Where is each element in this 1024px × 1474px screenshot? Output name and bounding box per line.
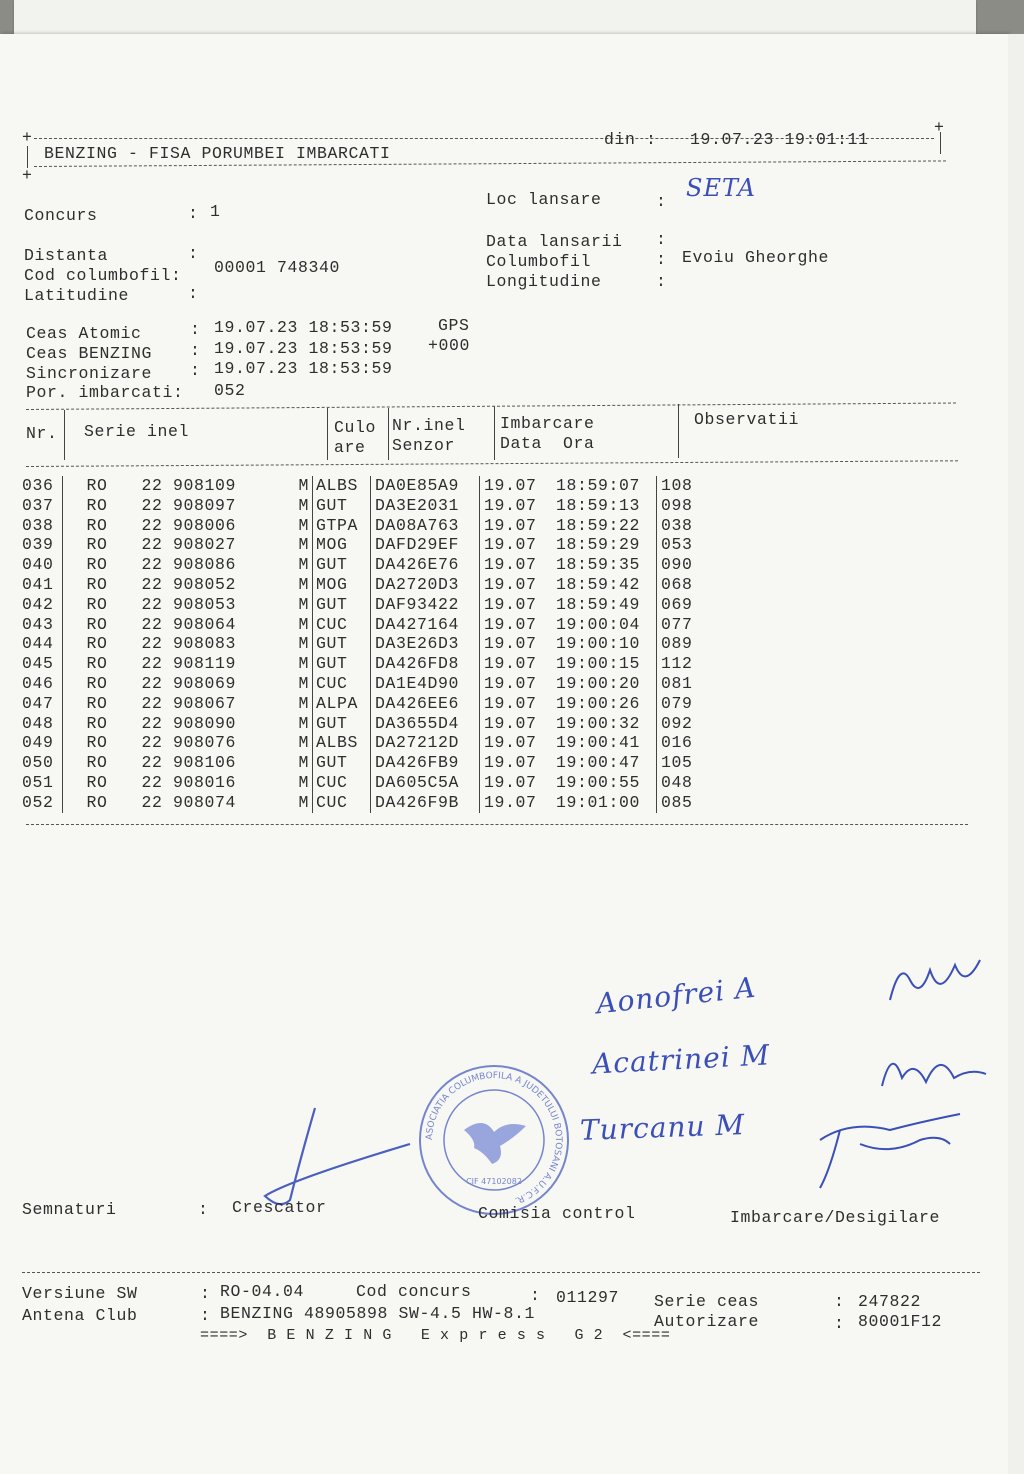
header-right-bar (940, 132, 941, 154)
row-country: RO (86, 634, 108, 654)
row-color: GUT (313, 654, 371, 674)
row-color: GUT (313, 753, 371, 773)
row-color: GUT (313, 714, 371, 734)
table-row (22, 694, 693, 714)
row-nr: 038 (22, 516, 63, 536)
hdr-sep-5 (678, 404, 679, 458)
table-row (22, 575, 693, 595)
row-sex: M (269, 694, 313, 714)
col-header-nr: Nr. (26, 424, 58, 443)
ceas-benzing-value: 19.07.23 18:53:59 (214, 339, 393, 358)
row-time: 19:00:15 (556, 654, 657, 674)
row-ring-number: 908106 (173, 753, 237, 773)
table-row (22, 516, 693, 536)
row-nr: 052 (22, 793, 63, 813)
hdr-sep-2 (327, 408, 328, 460)
header-corner-bl: + (22, 166, 33, 185)
concurs-colon: : (188, 204, 199, 223)
row-year: 22 (141, 476, 163, 495)
row-year: 22 (141, 574, 163, 594)
ceas-atomic-value: 19.07.23 18:53:59 (214, 318, 393, 337)
row-country: RO (86, 792, 108, 812)
row-sex: M (269, 714, 313, 734)
longitudine-colon: : (656, 272, 667, 291)
header-corner-tr: + (934, 118, 945, 137)
benzing-express-banner: ====> B E N Z I N G E x p r e s s G 2 <==== (200, 1327, 671, 1344)
row-country: RO (86, 515, 108, 535)
columbofil-value: Evoiu Gheorghe (682, 248, 830, 267)
row-sex: M (269, 733, 313, 753)
porumbei-imbarcati-label: Por. imbarcati: (26, 383, 184, 402)
col-header-observatii: Observatii (694, 410, 800, 429)
row-year: 22 (141, 515, 163, 535)
col-header-culoare-2: are (334, 438, 366, 457)
row-date: 19.07 (484, 693, 537, 713)
row-ring-number: 908052 (173, 574, 237, 594)
serie-ceas-label: Serie ceas (654, 1292, 760, 1311)
row-sex: M (269, 654, 313, 674)
row-year: 22 (141, 753, 163, 773)
row-observatii: 081 (661, 673, 693, 693)
row-sex: M (269, 575, 313, 595)
col-header-serie: Serie inel (84, 422, 190, 441)
loc-lansare-colon: : (656, 192, 667, 211)
sincronizare-label: Sincronizare (26, 364, 153, 383)
data-lansarii-colon: : (656, 230, 667, 249)
stamp-ring-text: ASOCIATIA COLUMBOFILA A JUDETULUI BOTOSANI A.U.F.C.R. (424, 1070, 564, 1206)
row-observatii: 085 (661, 792, 693, 812)
row-year: 22 (141, 495, 163, 515)
loc-lansare-label: Loc lansare (486, 190, 602, 209)
row-date: 19.07 (484, 733, 537, 753)
row-ring-number: 908109 (173, 476, 237, 495)
row-time: 19:00:41 (556, 733, 657, 753)
stamp-inner-text: CIF 47102082 (466, 1177, 522, 1186)
row-ring-number: 908119 (173, 654, 237, 674)
semnaturi-label: Semnaturi (22, 1200, 117, 1219)
club-stamp (414, 1060, 574, 1220)
ceas-benzing-offset: +000 (428, 336, 471, 355)
row-color: GUT (313, 496, 371, 516)
row-date: 19.07 (484, 574, 537, 594)
latitudine-colon: : (188, 284, 199, 303)
sincronizare-value: 19.07.23 18:53:59 (214, 359, 393, 378)
row-sensor: DA3655D4 (371, 714, 480, 734)
cod-concurs-colon: : (530, 1286, 541, 1305)
row-ring-number: 908076 (173, 733, 237, 753)
row-year: 22 (141, 772, 163, 792)
ceas-atomic-label: Ceas Atomic (26, 324, 142, 343)
table-row (22, 535, 693, 555)
row-sensor: DA3E26D3 (371, 634, 480, 654)
autorizare-label: Autorizare (654, 1312, 760, 1331)
row-nr: 042 (22, 595, 63, 615)
handwritten-name-1: Aonofrei A (594, 970, 758, 1021)
row-sensor: DA1E4D90 (371, 674, 480, 694)
row-country: RO (86, 495, 108, 515)
row-country: RO (86, 654, 108, 674)
crescator-label: Crescator (232, 1198, 327, 1217)
row-color: GUT (313, 595, 371, 615)
row-color: ALPA (313, 694, 371, 714)
distanta-label: Distanta (24, 246, 109, 265)
cod-columbofil-value: 00001 748340 (214, 258, 341, 277)
cod-concurs-value: 011297 (556, 1288, 620, 1307)
autorizare-colon: : (834, 1314, 845, 1333)
autorizare-value: 80001F12 (858, 1312, 943, 1331)
row-year: 22 (141, 792, 163, 812)
row-observatii: 089 (661, 634, 693, 654)
table-row (22, 595, 693, 615)
table-row (22, 733, 693, 753)
row-nr: 037 (22, 496, 63, 516)
row-color: MOG (313, 535, 371, 555)
table-row (22, 634, 693, 654)
row-time: 19:00:55 (556, 773, 657, 793)
loc-lansare-value-handwritten: SETA (686, 174, 756, 202)
row-observatii: 077 (661, 614, 693, 634)
hdr-sep-4 (494, 406, 495, 460)
din-label: din : (604, 130, 657, 149)
row-time: 18:59:07 (556, 476, 657, 496)
row-country: RO (86, 733, 108, 753)
antena-club-colon: : (200, 1306, 211, 1325)
comisia-control-label: Comisia control (478, 1204, 636, 1223)
row-observatii: 105 (661, 753, 693, 773)
row-sensor: DA3E2031 (371, 496, 480, 516)
ceas-benzing-colon: : (190, 341, 201, 360)
data-lansarii-label: Data lansarii (486, 232, 623, 251)
pigeons-table (22, 476, 693, 813)
row-ring-number: 908097 (173, 495, 237, 515)
distanta-colon: : (188, 244, 199, 263)
row-ring-number: 908027 (173, 535, 237, 555)
row-year: 22 (141, 535, 163, 555)
columbofil-colon: : (656, 250, 667, 269)
row-time: 19:01:00 (556, 793, 657, 813)
row-ring-number: 908086 (173, 555, 237, 575)
row-date: 19.07 (484, 753, 537, 773)
table-row (22, 753, 693, 773)
row-color: MOG (313, 575, 371, 595)
row-nr: 044 (22, 634, 63, 654)
row-observatii: 112 (661, 654, 693, 674)
hdr-sep-1 (64, 410, 65, 460)
row-date: 19.07 (484, 713, 537, 733)
table-bottom-rule (26, 824, 968, 825)
din-timestamp: 19.07.23 19:01:11 (690, 130, 869, 149)
row-date: 19.07 (484, 673, 537, 693)
row-color: GUT (313, 555, 371, 575)
table-row (22, 555, 693, 575)
row-sensor: DA0E85A9 (371, 476, 480, 496)
row-observatii: 016 (661, 733, 693, 753)
handwritten-name-2: Acatrinei M (591, 1038, 772, 1081)
serie-ceas-colon: : (834, 1292, 845, 1311)
row-sensor: DA426EE6 (371, 694, 480, 714)
row-ring-number: 908074 (173, 792, 237, 812)
row-color: ALBS (313, 476, 371, 496)
sincronizare-colon: : (190, 361, 201, 380)
row-sensor: DA426F9B (371, 793, 480, 813)
row-sex: M (269, 476, 313, 496)
hdr-sep-3 (388, 408, 389, 460)
row-ring-number: 908083 (173, 634, 237, 654)
row-sex: M (269, 773, 313, 793)
row-nr: 039 (22, 535, 63, 555)
row-sex: M (269, 516, 313, 536)
row-sensor: DA2720D3 (371, 575, 480, 595)
row-country: RO (86, 753, 108, 773)
row-country: RO (86, 713, 108, 733)
concurs-label: Concurs (24, 206, 98, 225)
row-date: 19.07 (484, 772, 537, 792)
row-sensor: DA426FB9 (371, 753, 480, 773)
row-time: 18:59:35 (556, 555, 657, 575)
row-color: GTPA (313, 516, 371, 536)
row-nr: 049 (22, 733, 63, 753)
table-row (22, 773, 693, 793)
row-color: ALBS (313, 733, 371, 753)
row-ring-number: 908053 (173, 594, 237, 614)
table-row (22, 476, 693, 496)
row-year: 22 (141, 713, 163, 733)
row-date: 19.07 (484, 555, 537, 575)
row-observatii: 079 (661, 693, 693, 713)
row-nr: 041 (22, 575, 63, 595)
row-nr: 050 (22, 753, 63, 773)
row-sensor: DA426FD8 (371, 654, 480, 674)
commission-signature-2 (874, 1038, 994, 1098)
table-row (22, 714, 693, 734)
columbofil-label: Columbofil (486, 252, 592, 271)
row-observatii: 038 (661, 515, 693, 535)
row-year: 22 (141, 555, 163, 575)
row-observatii: 053 (661, 535, 693, 555)
row-sensor: DA08A763 (371, 516, 480, 536)
imbarcare-desigilare-label: Imbarcare/Desigilare (730, 1208, 941, 1227)
row-date: 19.07 (484, 515, 537, 535)
row-sex: M (269, 595, 313, 615)
row-country: RO (86, 555, 108, 575)
porumbei-imbarcati-value: 052 (214, 381, 246, 400)
row-ring-number: 908090 (173, 713, 237, 733)
row-time: 19:00:47 (556, 753, 657, 773)
ceas-benzing-label: Ceas BENZING (26, 344, 153, 363)
row-sensor: DAFD29EF (371, 535, 480, 555)
row-ring-number: 908069 (173, 673, 237, 693)
versiune-sw-colon: : (200, 1284, 211, 1303)
cod-concurs-label: Cod concurs (356, 1282, 472, 1301)
row-country: RO (86, 673, 108, 693)
row-date: 19.07 (484, 792, 537, 812)
row-color: GUT (313, 634, 371, 654)
row-country: RO (86, 772, 108, 792)
row-date: 19.07 (484, 654, 537, 674)
row-sex: M (269, 634, 313, 654)
row-time: 18:59:13 (556, 496, 657, 516)
row-color: CUC (313, 615, 371, 635)
row-year: 22 (141, 654, 163, 674)
row-country: RO (86, 614, 108, 634)
row-sex: M (269, 793, 313, 813)
row-date: 19.07 (484, 594, 537, 614)
footer-top-rule (22, 1272, 980, 1273)
row-year: 22 (141, 693, 163, 713)
row-sex: M (269, 496, 313, 516)
row-country: RO (86, 535, 108, 555)
row-color: CUC (313, 674, 371, 694)
row-nr: 047 (22, 694, 63, 714)
row-nr: 051 (22, 773, 63, 793)
row-observatii: 069 (661, 594, 693, 614)
row-ring-number: 908064 (173, 614, 237, 634)
row-sensor: DAF93422 (371, 595, 480, 615)
row-nr: 036 (22, 476, 63, 496)
row-sex: M (269, 615, 313, 635)
row-observatii: 098 (661, 495, 693, 515)
row-year: 22 (141, 673, 163, 693)
antena-club-label: Antena Club (22, 1306, 138, 1325)
row-date: 19.07 (484, 495, 537, 515)
row-time: 18:59:42 (556, 575, 657, 595)
row-time: 18:59:29 (556, 535, 657, 555)
row-color: CUC (313, 773, 371, 793)
row-sex: M (269, 555, 313, 575)
row-nr: 046 (22, 674, 63, 694)
row-time: 19:00:10 (556, 634, 657, 654)
report-title: BENZING - FISA PORUMBEI IMBARCATI (44, 144, 391, 163)
serie-ceas-value: 247822 (858, 1292, 922, 1311)
row-date: 19.07 (484, 476, 537, 495)
ceas-atomic-colon: : (190, 320, 201, 339)
row-year: 22 (141, 594, 163, 614)
table-row (22, 496, 693, 516)
col-header-imbarcare-1: Imbarcare (500, 414, 595, 433)
row-ring-number: 908006 (173, 515, 237, 535)
row-observatii: 090 (661, 555, 693, 575)
table-row (22, 674, 693, 694)
longitudine-label: Longitudine (486, 272, 602, 291)
row-time: 19:00:04 (556, 615, 657, 635)
row-observatii: 092 (661, 713, 693, 733)
row-country: RO (86, 476, 108, 495)
table-row (22, 615, 693, 635)
row-date: 19.07 (484, 634, 537, 654)
row-country: RO (86, 594, 108, 614)
row-sensor: DA427164 (371, 615, 480, 635)
semnaturi-colon: : (198, 1200, 209, 1219)
row-nr: 048 (22, 714, 63, 734)
row-sex: M (269, 753, 313, 773)
row-sex: M (269, 674, 313, 694)
row-nr: 043 (22, 615, 63, 635)
header-corner-tl: + (22, 128, 33, 147)
row-sensor: DA426E76 (371, 555, 480, 575)
table-row (22, 654, 693, 674)
row-time: 19:00:32 (556, 714, 657, 734)
col-header-imbarcare-2: Data Ora (500, 434, 595, 453)
table-row (22, 793, 693, 813)
ceas-atomic-source: GPS (438, 316, 470, 335)
row-nr: 040 (22, 555, 63, 575)
concurs-value: 1 (210, 202, 221, 221)
row-sensor: DA605C5A (371, 773, 480, 793)
row-time: 18:59:22 (556, 516, 657, 536)
row-year: 22 (141, 634, 163, 654)
header-left-bar (27, 146, 28, 168)
row-color: CUC (313, 793, 371, 813)
versiune-sw-label: Versiune SW (22, 1284, 138, 1303)
row-year: 22 (141, 733, 163, 753)
row-sensor: DA27212D (371, 733, 480, 753)
row-nr: 045 (22, 654, 63, 674)
row-ring-number: 908067 (173, 693, 237, 713)
antena-club-value: BENZING 48905898 SW-4.5 HW-8.1 (220, 1304, 536, 1323)
versiune-sw-value: RO-04.04 (220, 1282, 305, 1301)
row-country: RO (86, 574, 108, 594)
row-observatii: 048 (661, 772, 693, 792)
row-time: 19:00:20 (556, 674, 657, 694)
commission-signature-3 (800, 1100, 970, 1190)
row-time: 19:00:26 (556, 694, 657, 714)
row-ring-number: 908016 (173, 772, 237, 792)
col-header-inel-2: Senzor (392, 436, 456, 455)
row-observatii: 108 (661, 476, 693, 495)
col-header-inel-1: Nr.inel (392, 416, 466, 435)
col-header-culoare-1: Culo (334, 418, 377, 437)
latitudine-label: Latitudine (24, 286, 130, 305)
commission-signature-1 (880, 950, 1000, 1010)
row-date: 19.07 (484, 614, 537, 634)
row-observatii: 068 (661, 574, 693, 594)
pigeons-table-body (22, 476, 693, 813)
row-country: RO (86, 693, 108, 713)
row-sex: M (269, 535, 313, 555)
row-time: 18:59:49 (556, 595, 657, 615)
row-year: 22 (141, 614, 163, 634)
cod-columbofil-label: Cod columbofil: (24, 266, 182, 285)
row-date: 19.07 (484, 535, 537, 555)
handwritten-name-3: Turcanu M (579, 1108, 746, 1147)
